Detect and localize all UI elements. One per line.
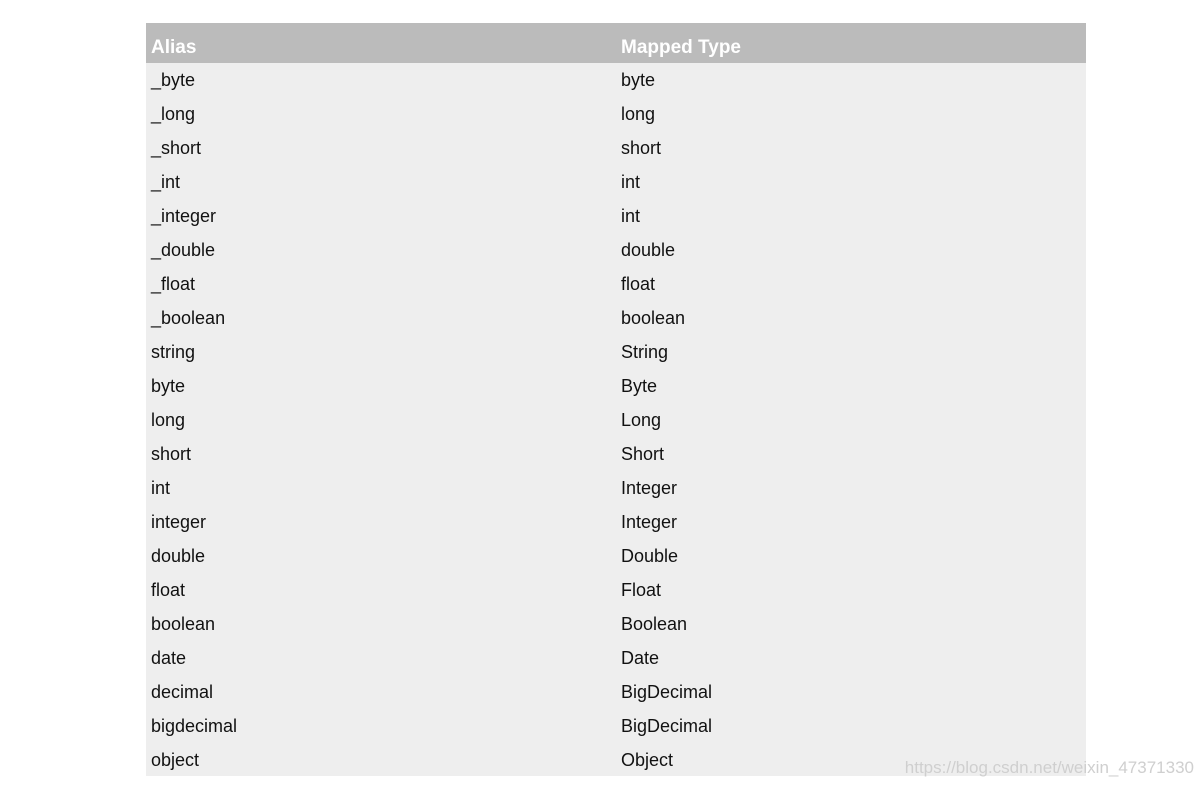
alias-cell: integer [151, 512, 207, 532]
alias-cell: boolean [151, 614, 216, 634]
alias-cell: date [151, 648, 187, 668]
mapped-type-cell: Object [621, 750, 674, 770]
mapped-type-cell: float [621, 274, 656, 294]
watermark: https://blog.csdn.net/weixin_47371330 [904, 758, 1194, 777]
table-row [146, 442, 1086, 476]
table-row [146, 510, 1086, 544]
table-header [146, 23, 1086, 63]
alias-cell: int [151, 478, 171, 498]
mapped-type-cell: Integer [621, 478, 678, 498]
alias-cell: short [151, 444, 192, 464]
alias-cell: bigdecimal [151, 716, 238, 736]
alias-cell: _integer [151, 206, 217, 226]
mapped-type-cell: int [621, 206, 641, 226]
table-row [146, 170, 1086, 204]
alias-cell: string [151, 342, 196, 362]
mapped-type-cell: byte [621, 70, 656, 90]
table-row [146, 544, 1086, 578]
mapped-type-cell: Long [621, 410, 662, 430]
mapped-type-cell: BigDecimal [621, 716, 713, 736]
mapped-type-cell: Float [621, 580, 662, 600]
alias-cell: float [151, 580, 186, 600]
table-row [146, 136, 1086, 170]
mapped-type-cell: String [621, 342, 669, 362]
mapped-type-cell: Short [621, 444, 665, 464]
table-row [146, 408, 1086, 442]
alias-cell: byte [151, 376, 186, 396]
alias-mapping-table [146, 23, 1086, 776]
alias-cell: _double [151, 240, 216, 260]
header-mapped-type: Mapped Type [621, 37, 741, 58]
mapped-type-cell: long [621, 104, 656, 124]
alias-cell: _boolean [151, 308, 226, 328]
table-row [146, 102, 1086, 136]
table-row [146, 646, 1086, 680]
mapped-type-cell: Byte [621, 376, 658, 396]
table-row [146, 204, 1086, 238]
table-row [146, 306, 1086, 340]
mapped-type-cell: boolean [621, 308, 686, 328]
mapped-type-cell: BigDecimal [621, 682, 713, 702]
mapped-type-cell: double [621, 240, 676, 260]
table-row [146, 578, 1086, 612]
mapped-type-cell: int [621, 172, 641, 192]
alias-cell: _byte [151, 70, 196, 90]
table-row [146, 714, 1086, 748]
alias-cell: double [151, 546, 206, 566]
alias-cell: _float [151, 274, 196, 294]
mapped-type-cell: Integer [621, 512, 678, 532]
table-row [146, 612, 1086, 646]
table-row [146, 340, 1086, 374]
alias-cell: long [151, 410, 186, 430]
table-row [146, 68, 1086, 102]
table-row [146, 680, 1086, 714]
alias-cell: decimal [151, 682, 214, 702]
table-row [146, 374, 1086, 408]
alias-cell: _int [151, 172, 181, 192]
header-alias: Alias [151, 37, 197, 58]
mapped-type-cell: Boolean [621, 614, 688, 634]
alias-cell: _long [151, 104, 196, 124]
table-row [146, 238, 1086, 272]
alias-cell: _short [151, 138, 202, 158]
mapped-type-cell: Double [621, 546, 679, 566]
mapped-type-cell: short [621, 138, 662, 158]
table-row [146, 272, 1086, 306]
alias-cell: object [151, 750, 200, 770]
table-row [146, 476, 1086, 510]
table-body [146, 63, 1086, 782]
mapped-type-cell: Date [621, 648, 660, 668]
